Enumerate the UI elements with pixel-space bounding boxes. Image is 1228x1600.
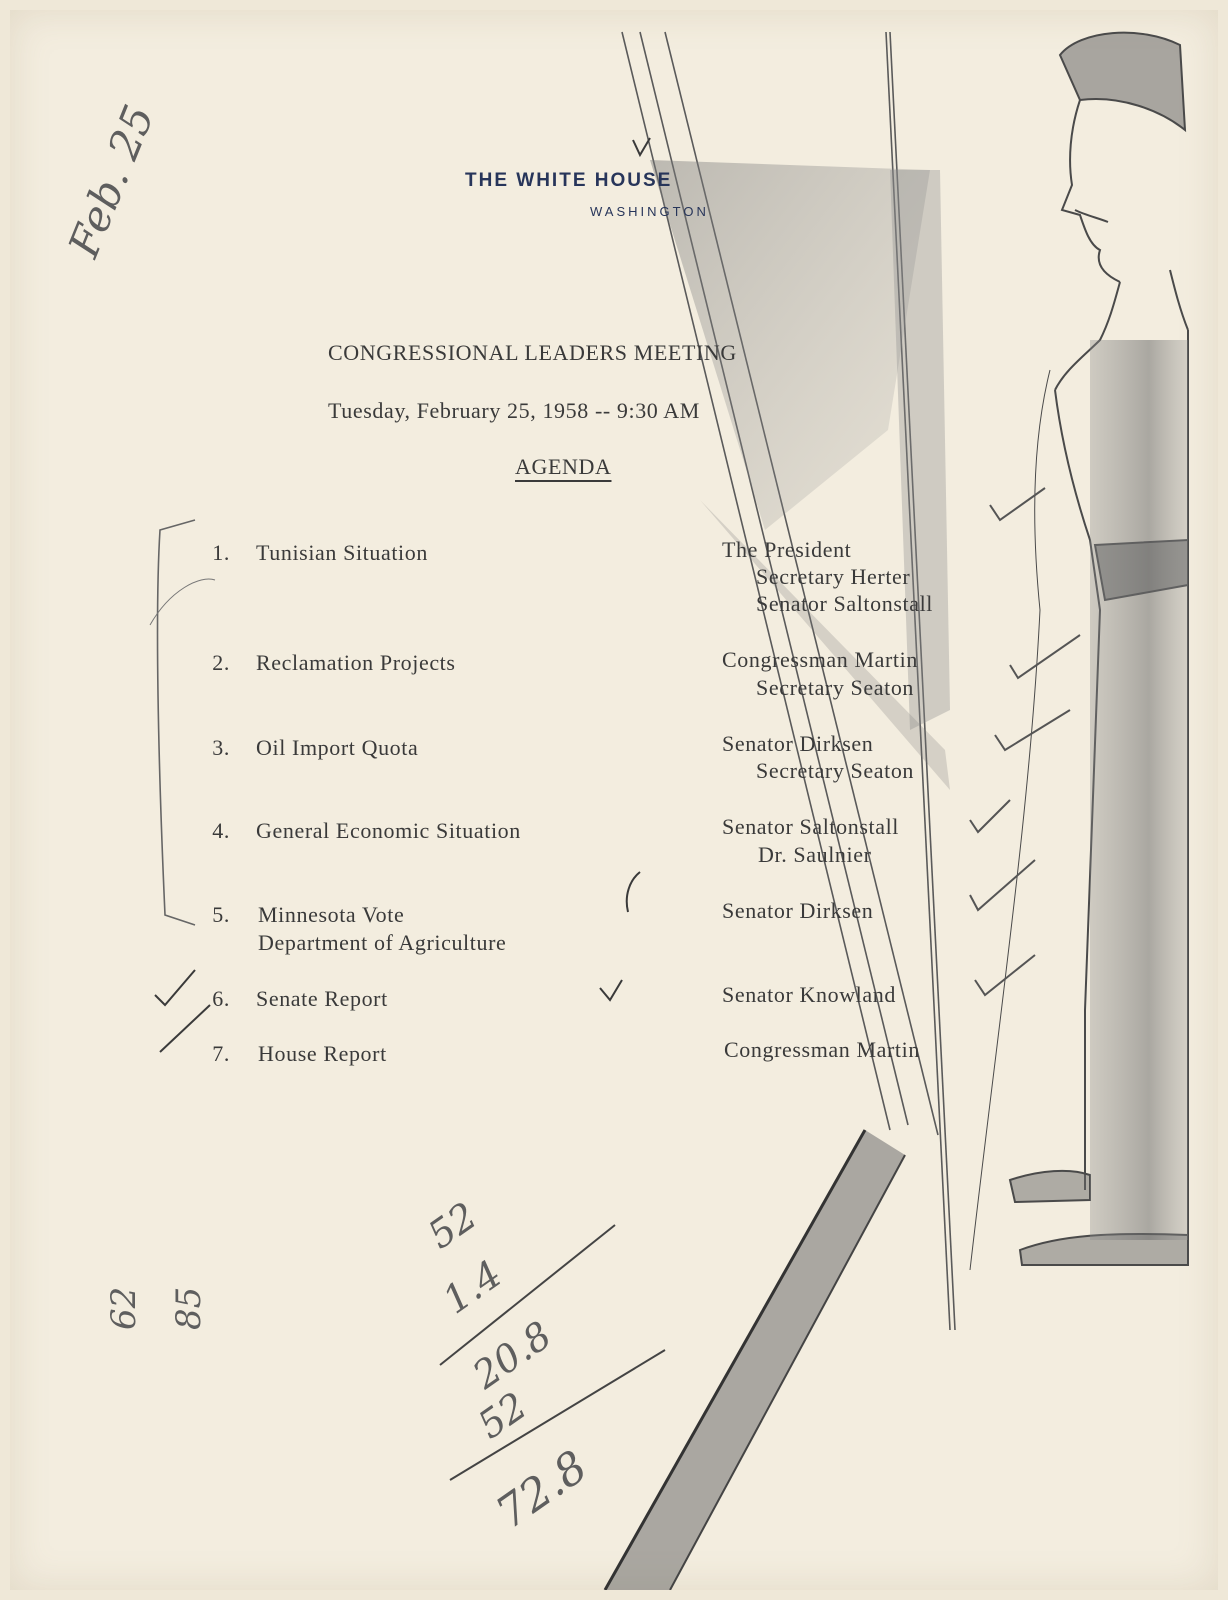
handwritten-calc-3: 20.8 — [464, 1312, 560, 1398]
agenda-item-presenter: Congressman Martin — [722, 647, 918, 672]
agenda-item-presenter: Senator Dirksen — [722, 731, 874, 756]
agenda-item-presenter: Senator Knowland — [722, 982, 896, 1007]
agenda-item-number: 1. — [212, 540, 230, 565]
agenda-item-number: 5. — [212, 902, 230, 927]
agenda-item-number: 3. — [212, 735, 230, 760]
sketch-drape-shade-2 — [890, 170, 950, 730]
agenda-document — [10, 10, 1218, 1590]
handwritten-date-note: Feb. 25 — [58, 98, 164, 264]
agenda-item-presenter: Secretary Herter — [756, 564, 911, 589]
meeting-title: CONGRESSIONAL LEADERS MEETING — [328, 340, 737, 365]
meeting-date: Tuesday, February 25, 1958 -- 9:30 AM — [328, 398, 700, 423]
agenda-item-presenter: Secretary Seaton — [756, 675, 915, 700]
agenda-item-topic: Oil Import Quota — [256, 735, 419, 760]
agenda-item-number: 2. — [212, 650, 230, 675]
handwritten-margin-number-1: 62 — [104, 1286, 144, 1330]
agenda-item-presenter: Senator Dirksen — [722, 898, 874, 923]
letterhead-subtitle: WASHINGTON — [590, 204, 709, 219]
agenda-item-topic: Senate Report — [256, 986, 388, 1011]
letterhead-title: THE WHITE HOUSE — [465, 170, 673, 191]
sketch-check-arrows — [970, 488, 1080, 995]
agenda-item-presenter: Senator Saltonstall — [756, 591, 933, 616]
agenda-item-topic: Tunisian Situation — [256, 540, 428, 565]
agenda-heading: AGENDA — [515, 454, 612, 479]
agenda-item-topic: Minnesota Vote — [258, 902, 405, 927]
agenda-item-presenter: Congressman Martin — [724, 1037, 920, 1062]
margin-bracket — [158, 520, 195, 925]
agenda-item-number: 7. — [212, 1041, 230, 1066]
agenda-item-presenter: The President — [722, 537, 852, 562]
agenda-item-topic: Department of Agriculture — [258, 930, 507, 955]
agenda-item-presenter: Secretary Seaton — [756, 758, 915, 783]
handwritten-margin-number-2: 85 — [169, 1286, 209, 1330]
handwritten-calc-1: 52 — [419, 1193, 485, 1258]
agenda-item-topic: General Economic Situation — [256, 818, 521, 843]
sketch-figure-body-shade — [1090, 340, 1188, 1240]
agenda-item-presenter: Dr. Saulnier — [758, 842, 872, 867]
handwritten-calc-5: 72.8 — [487, 1441, 597, 1540]
agenda-item-presenter: Senator Saltonstall — [722, 814, 899, 839]
agenda-item-topic: House Report — [258, 1041, 387, 1066]
handwritten-calc-2: 1.4 — [434, 1251, 510, 1323]
agenda-item-number: 6. — [212, 986, 230, 1011]
handwritten-calc-4: 52 — [469, 1383, 535, 1448]
pencil-sketch — [10, 10, 1218, 1590]
agenda-item-number: 4. — [212, 818, 230, 843]
agenda-item-topic: Reclamation Projects — [256, 650, 456, 675]
